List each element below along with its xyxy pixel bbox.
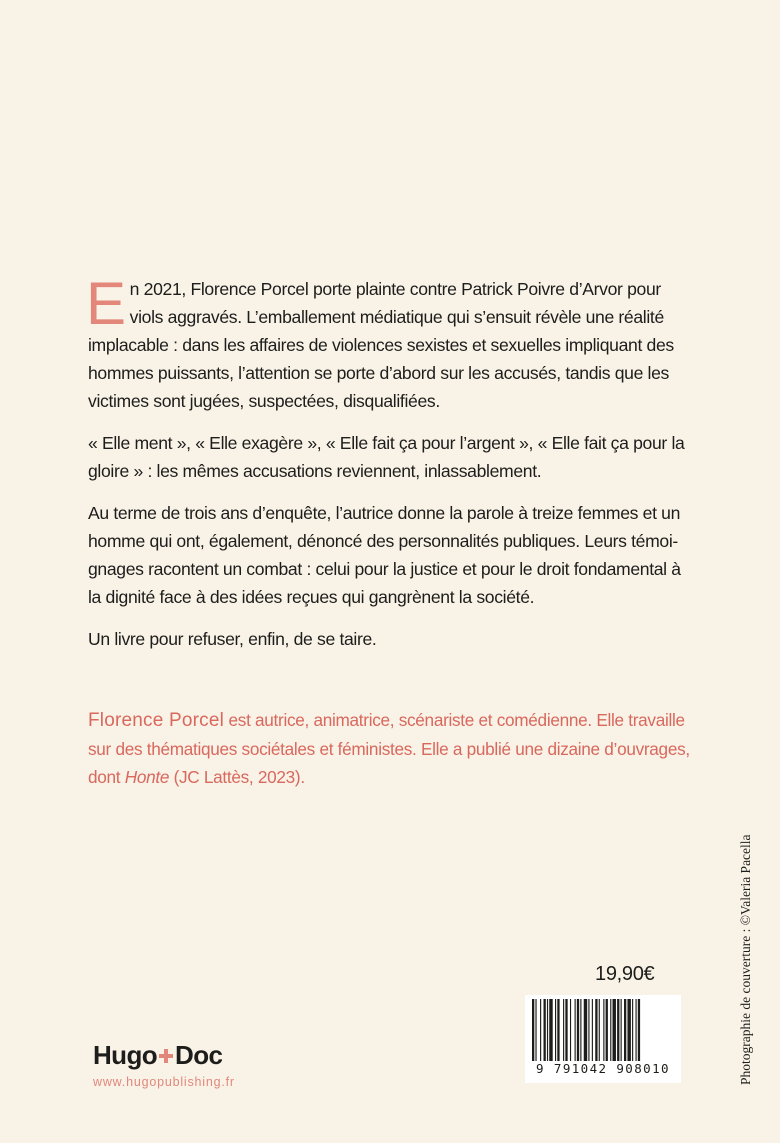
barcode-bars [532,999,674,1061]
summary-paragraph-1-text: n 2021, Florence Porcel porte plainte contre Patrick Poivre d’Arvor pour viols aggravés. L’emballement médiatique qui s’ensuit révèle une réalité implacable : dans les affaires de violences sexistes et sexuelles impliquant des hommes puissants, l’attention se porte d’abord sur les accusés, tandis que les victimes sont jugées, suspectées, disqualifiées. [88,279,674,411]
book-summary [86,270,688,667]
summary-paragraph-4: Un livre pour refuser, enfin, de se taire. [88,629,377,649]
summary-paragraph-2: « Elle ment », « Elle exagère », « Elle fait ça pour l’argent », « Elle fait ça pour la gloire » : les mêmes accusations reviennent, inlassablement. [88,433,685,481]
isbn-number: 9 791042 908010 [536,1061,670,1076]
price-label: 19,90€ [595,963,655,985]
author-bio [88,706,708,791]
photo-credit: Photographie de couverture : ©Valeria Pacella [738,834,753,1085]
plus-icon [159,1049,173,1063]
book-title: Honte [124,767,170,787]
barcode [525,995,681,1083]
publisher-logo [93,1040,222,1071]
drop-cap: E [86,270,126,337]
bio-text: est autrice, animatrice, scénariste et comédienne. Elle travaille sur des thématiques sociétales et féministes. Elle a publié une dizaine d’ouvrages, dont [88,710,690,787]
publisher-website: www.hugopublishing.fr [93,1075,235,1089]
logo-hugo: Hugo [93,1040,158,1070]
summary-paragraph-1 [86,270,688,415]
author-name: Florence Porcel [88,710,225,731]
bio-text-end: (JC Lattès, 2023). [169,767,305,787]
logo-doc: Doc [175,1040,223,1070]
summary-paragraph-3: Au terme de trois ans d’enquête, l’autrice donne la parole à treize femmes et un homme qui ont, également, dénoncé des personnalités publiques. Leurs témoignages racontent un combat : celui pour la justice et pour le droit fondamental à la dignité face à des idées reçues qui gangrènent la société. [88,503,681,607]
